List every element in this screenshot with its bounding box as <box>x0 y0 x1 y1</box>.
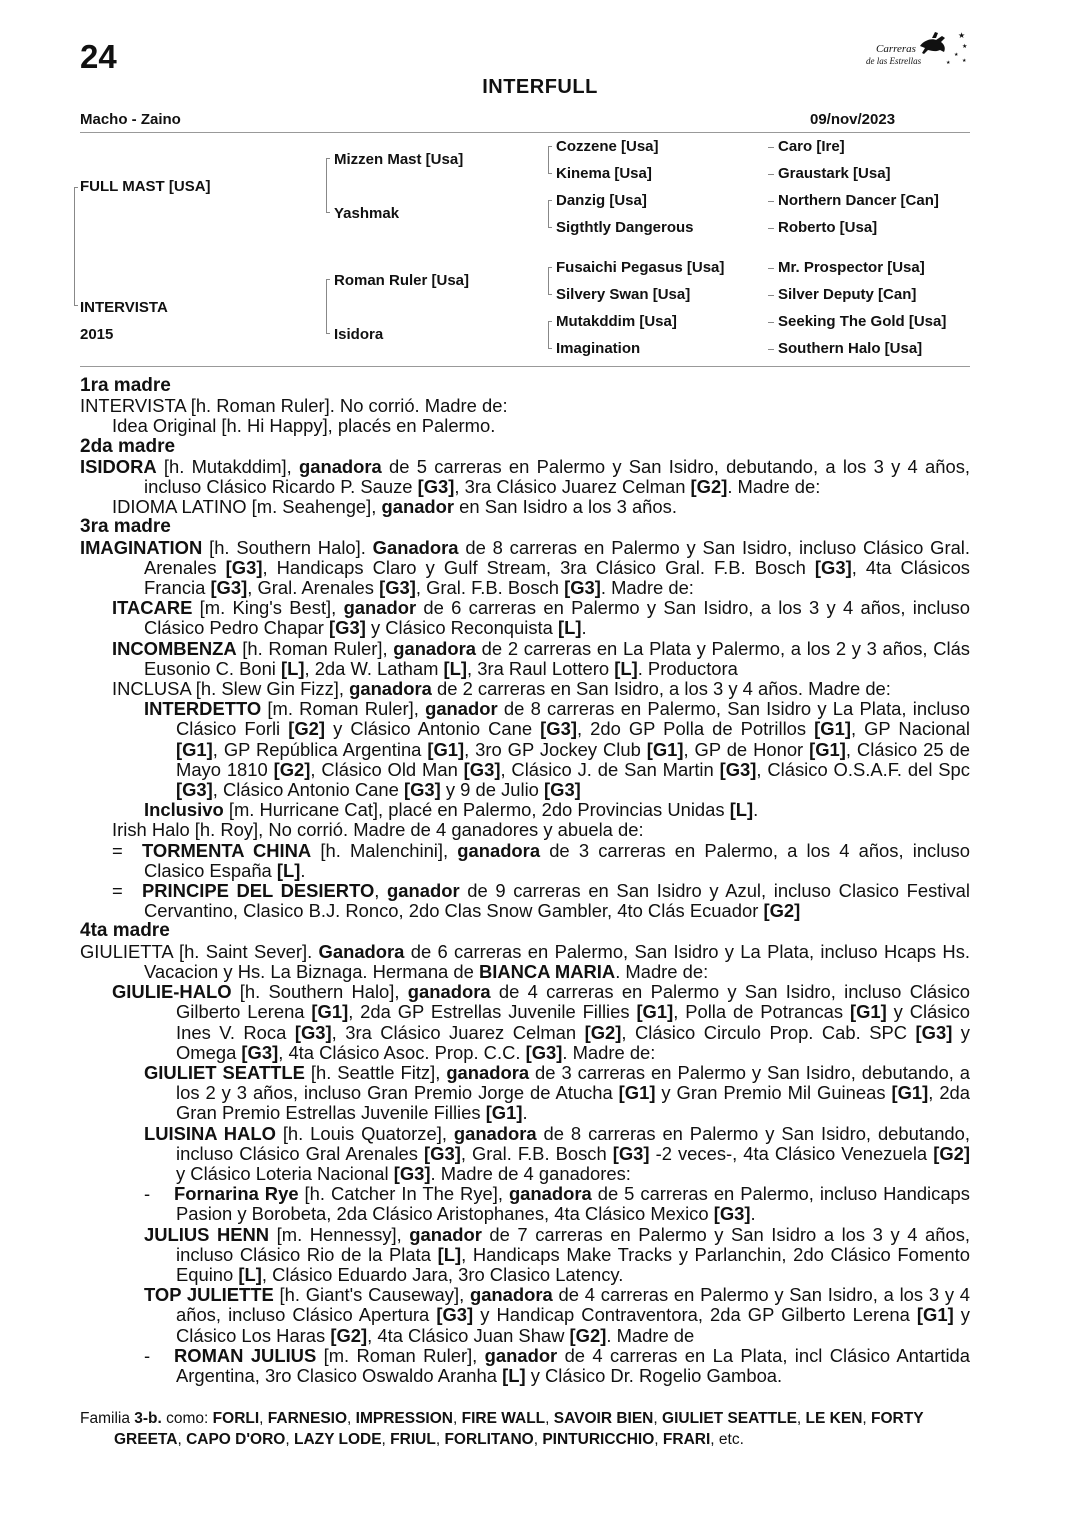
text-segment: de 4 carreras en Palermo y San Isidro, incluso Clásico Gilberto Lerena <box>176 981 970 1023</box>
text-segment: , Clásico Circulo Prop. Cab. SPC <box>621 1021 916 1043</box>
text-segment: [G3] <box>424 1142 461 1164</box>
notable-horse: GIULIET SEATTLE <box>662 1410 797 1427</box>
text-segment: [G3] <box>713 1203 751 1225</box>
text-segment: [m. Roman Ruler], <box>261 698 426 720</box>
text-segment: . Madre de <box>606 1324 695 1346</box>
text-segment: [G3] <box>612 1142 650 1164</box>
text-segment: , Clásico O.S.A.F. del Spc <box>756 758 970 780</box>
text-segment: ganadora <box>407 981 491 1003</box>
pedigree-sire-dam: Yashmak <box>334 205 400 222</box>
text-segment: [m. King's Best], <box>192 597 344 619</box>
text-segment: . Madre de: <box>727 476 821 498</box>
text-segment: de 4 carreras en La Plata, incl Clásico Antartida Argentina, 3ro Clasico Oswaldo Aranha <box>176 1344 970 1386</box>
text-segment: de 5 carreras en Palermo, incluso Handicaps Pasion y Borobeta, 2da Clásico Aristophanes, 4ta Clásico Mexico <box>176 1183 970 1225</box>
svg-text:de las Estrellas: de las Estrellas <box>866 56 922 66</box>
horse-rider-icon <box>862 26 972 74</box>
family-entry <box>80 538 970 599</box>
text-segment: 3ra madre <box>80 516 171 538</box>
text-segment: , Clásico 25 de Mayo 1810 <box>176 738 970 780</box>
pedigree-gen3-7: Mutakddim [Usa] <box>556 313 677 330</box>
text-segment: [L] <box>502 1364 526 1386</box>
text-segment: , 2da W. Latham <box>304 657 444 679</box>
family-entry <box>112 598 970 638</box>
text-segment: , GP Nacional <box>850 718 970 740</box>
text-segment: [G3] <box>393 1162 431 1184</box>
pedigree-gen4-3: Northern Dancer [Can] <box>778 192 939 209</box>
text-segment: , Clásico Eduardo Jara, 3ro Clasico Latency. <box>261 1263 624 1285</box>
text-segment: [G1] <box>646 738 684 760</box>
text-segment: [G1] <box>891 1082 929 1104</box>
text-segment: [h. Catcher In The Rye], <box>298 1183 509 1205</box>
svg-text:Carreras: Carreras <box>876 43 916 55</box>
text-segment: [G2] <box>584 1021 622 1043</box>
text-segment: [G2] <box>330 1324 368 1346</box>
svg-text:★: ★ <box>962 44 968 50</box>
text-segment: ganadora <box>349 678 432 700</box>
family-entry <box>112 982 970 1063</box>
text-segment: IMAGINATION <box>80 536 203 558</box>
sex-color: Macho - Zaino <box>80 111 181 128</box>
text-segment: de 4 carreras en Palermo y San Isidro, a los 3 y 4 años, incluso Clásico Apertura <box>176 1284 970 1326</box>
family-entry <box>144 800 970 820</box>
text-segment: de 3 carreras en Palermo y San Isidro, debutando, a los 2 y 3 años, incluso Gran Premio Jorge de Atucha <box>176 1061 971 1104</box>
text-segment: de 8 carreras en Palermo, San Isidro y La Plata, incluso Clásico Forli <box>176 698 970 740</box>
text-segment: ROMAN JULIUS <box>174 1344 317 1366</box>
header-divider <box>80 132 970 133</box>
text-segment: , Polla de Potrancas <box>673 1001 850 1023</box>
family-notes <box>80 376 970 1386</box>
text-segment: GIULIE-HALO <box>112 981 232 1003</box>
text-segment: , 3ro GP Jockey Club <box>464 738 647 760</box>
text-segment: [L] <box>729 799 754 821</box>
text-segment: , GP de Honor <box>683 738 810 760</box>
text-segment: , GP República Argentina <box>212 738 428 760</box>
text-segment: . Madre de: <box>600 577 694 599</box>
text-segment: y 9 de Julio <box>440 779 545 801</box>
pedigree-gen3-5: Fusaichi Pegasus [Usa] <box>556 259 725 276</box>
text-segment: , Handicaps Make Tracks y Parlanchin, 2do Clásico Fomento Equino <box>176 1243 970 1285</box>
notable-horse: FRARI <box>662 1431 711 1448</box>
text-segment: , 3ra Raul Lottero <box>467 657 615 679</box>
text-segment: ITACARE <box>112 597 193 619</box>
horse-name-title: INTERFULL <box>482 76 598 98</box>
text-segment: ganadora <box>469 1284 553 1306</box>
pedigree-sire-sire: Mizzen Mast [Usa] <box>334 151 464 168</box>
text-segment: [G3] <box>540 718 577 740</box>
text-segment: de 2 carreras en La Plata y Palermo, a los 2 y 3 años, Clás Eusonio C. Boni <box>144 637 970 679</box>
text-segment: [G3] <box>294 1021 332 1043</box>
text-segment: [G2] <box>933 1142 970 1164</box>
text-segment: [m. Hennessy], <box>269 1223 410 1245</box>
text-segment: [L] <box>238 1263 262 1285</box>
text-segment: [m. Roman Ruler], <box>316 1344 485 1366</box>
madre-heading <box>80 437 970 457</box>
text-segment: INCLUSA [h. Slew Gin Fizz], <box>112 678 350 700</box>
text-segment: . Madre de: <box>562 1041 656 1063</box>
text-segment: [G3] <box>564 577 601 599</box>
notable-horse: PINTURICCHIO <box>542 1431 655 1448</box>
family-como: como: <box>166 1410 209 1427</box>
madre-heading <box>80 517 970 537</box>
text-segment: y Omega <box>176 1021 971 1063</box>
text-segment: 4ta madre <box>80 920 170 942</box>
text-segment: JULIUS HENN <box>144 1223 270 1245</box>
text-segment: [h. Seattle Fitz], <box>304 1061 447 1083</box>
text-segment: , 3ra Clásico Juarez Celman <box>454 476 691 498</box>
pedigree-gen3-1: Cozzene [Usa] <box>556 138 659 155</box>
text-segment: ganadora <box>453 1122 537 1144</box>
text-segment: [h. Malenchini], <box>311 839 458 861</box>
madre-heading <box>80 921 970 941</box>
text-segment: BIANCA MARIA <box>478 960 616 982</box>
text-segment: [G2] <box>690 476 728 498</box>
text-segment: -2 veces-, 4ta Clásico Venezuela <box>649 1142 934 1164</box>
family-entry <box>144 1063 970 1124</box>
text-segment: , 3ra Clásico Juarez Celman <box>331 1021 585 1043</box>
text-segment: ganadora <box>393 637 477 659</box>
notable-horse: FRIUL <box>390 1431 436 1448</box>
text-segment: [h. Mutakddim], <box>156 455 299 477</box>
entry-marker: - <box>144 1344 151 1366</box>
text-segment: . Madre de: <box>615 960 709 982</box>
family-etc: etc. <box>718 1431 744 1448</box>
text-segment: , 2da GP Estrellas Juvenile Fillies <box>348 1001 637 1023</box>
notable-horse: FORLI <box>212 1410 260 1427</box>
text-segment: 1ra madre <box>80 375 171 396</box>
pedigree-gen4-7: Seeking The Gold [Usa] <box>778 313 947 330</box>
text-segment: ganadora <box>457 839 541 861</box>
text-segment: , Gral. F.B. Bosch <box>415 577 565 599</box>
text-segment: [L] <box>281 657 305 679</box>
pedigree-gen4-2: Graustark [Usa] <box>778 165 891 182</box>
pedigree-gen3-4: Sigthtly Dangerous <box>556 219 694 236</box>
carreras-de-las-estrellas-logo <box>862 26 972 74</box>
pedigree-sire: FULL MAST [USA] <box>80 178 211 195</box>
family-entry <box>112 416 970 436</box>
text-segment: y Clásico Dr. Rogelio Gamboa. <box>525 1364 783 1386</box>
family-entry <box>144 1346 970 1386</box>
svg-text:★: ★ <box>962 58 967 64</box>
pedigree-gen4-4: Roberto [Usa] <box>778 219 878 236</box>
text-segment: IDIOMA LATINO [m. Seahenge], <box>112 496 382 518</box>
text-segment: y Clásico Loteria Nacional <box>176 1162 394 1184</box>
text-segment: de 6 carreras en Palermo, San Isidro y La Plata, incluso Hcaps Hs. Vacacion y Hs. La Biznaga. Hermana de <box>144 940 971 982</box>
notable-horse: LE KEN <box>805 1410 863 1427</box>
notable-horse: FORLITANO <box>444 1431 534 1448</box>
text-segment: [m. Hurricane Cat], placé en Palermo, 2do Provincias Unidas <box>223 799 730 821</box>
text-segment: [G3] <box>525 1041 563 1063</box>
text-segment: [G3] <box>225 556 263 578</box>
text-segment: de 2 carreras en San Isidro, a los 3 y 4 años. Madre de: <box>431 678 891 700</box>
text-segment: . Madre de 4 ganadores: <box>430 1162 631 1184</box>
pedigree-dam-sire: Roman Ruler [Usa] <box>334 272 470 289</box>
pedigree-dam-dam: Isidora <box>334 326 384 343</box>
family-entry <box>144 1184 970 1224</box>
text-segment: , Handicaps Claro y Gulf Stream, 3ra Clásico Gral. F.B. Bosch <box>262 556 815 578</box>
text-segment: , 2da Gran Premio Estrellas Juvenile Fillies <box>176 1082 971 1124</box>
text-segment: , Clásico Old Man <box>310 758 464 780</box>
text-segment: , 2do GP Polla de Potrillos <box>576 718 815 740</box>
text-segment: Ganadora <box>318 940 405 962</box>
text-segment: . Productora <box>637 657 738 679</box>
notable-horse: FARNESIO <box>267 1410 348 1427</box>
entry-marker: - <box>144 1183 151 1205</box>
text-segment: [L] <box>276 859 301 881</box>
text-segment: [G3] <box>814 556 852 578</box>
text-segment: ganador <box>381 496 455 518</box>
text-segment: y Clásico Ines V. Roca <box>176 1001 970 1043</box>
text-segment: , Clásico Antonio Cane <box>212 779 404 801</box>
family-line <box>80 1408 970 1450</box>
text-segment: , 4ta Clásicos Francia <box>144 556 970 599</box>
text-segment: [G3] <box>403 779 441 801</box>
text-segment: TOP JULIETTE <box>144 1284 274 1306</box>
report-date: 09/nov/2023 <box>810 111 896 128</box>
family-entry <box>112 881 970 921</box>
family-entry <box>80 396 970 416</box>
madre-heading <box>80 376 970 396</box>
text-segment: ganadora <box>508 1183 592 1205</box>
text-segment: . <box>581 617 587 639</box>
text-segment: [G1] <box>849 1001 887 1023</box>
text-segment: [G2] <box>763 900 801 922</box>
pedigree-dam: INTERVISTA <box>80 299 168 316</box>
family-code: 3-b. <box>134 1410 162 1427</box>
text-segment: de 8 carreras en Palermo y San Isidro, debutando, incluso Clásico Gral Arenales <box>176 1122 970 1164</box>
family-entry <box>144 1225 970 1286</box>
text-segment: [h. Southern Halo], <box>231 981 408 1003</box>
pedigree-gen4-1: Caro [Ire] <box>778 138 845 155</box>
text-segment: y Handicap Contraventora, 2da GP Gilberto Lerena <box>473 1304 917 1326</box>
svg-text:★: ★ <box>946 60 951 66</box>
pedigree-gen4-8: Southern Halo [Usa] <box>778 340 923 357</box>
text-segment: ganador <box>484 1344 558 1366</box>
text-segment: [G2] <box>288 718 325 740</box>
text-segment: INTERDETTO <box>144 698 262 720</box>
family-entry <box>112 639 970 679</box>
text-segment: Irish Halo [h. Roy], No corrió. Madre de 4 ganadores y abuela de: <box>112 819 644 841</box>
text-segment: GIULIET SEATTLE <box>144 1061 305 1083</box>
pedigree-gen4-6: Silver Deputy [Can] <box>778 286 917 303</box>
text-segment: de 5 carreras en Palermo y San Isidro, debutando, a los 3 y 4 años, incluso Clásico Ricardo P. Sauze <box>144 455 970 498</box>
family-entry <box>80 457 970 497</box>
notable-horse: FIRE WALL <box>461 1410 546 1427</box>
family-entry <box>144 1285 970 1346</box>
text-segment: [G1] <box>814 718 851 740</box>
text-segment: de 3 carreras en Palermo, a los 4 años, incluso Clasico España <box>144 839 970 881</box>
pedigree-gen3-3: Danzig [Usa] <box>556 192 647 209</box>
text-segment: [G1] <box>427 738 465 760</box>
text-segment: ganadora <box>299 455 382 477</box>
text-segment: , Clásico J. de San Martin <box>500 758 720 780</box>
text-segment: [G1] <box>485 1102 523 1124</box>
text-segment: Ganadora <box>372 536 459 558</box>
text-segment: , Gral. F.B. Bosch <box>460 1142 613 1164</box>
text-segment: . <box>300 859 306 881</box>
svg-text:★: ★ <box>954 52 959 58</box>
page-number: 24 <box>80 38 117 75</box>
text-segment: [h. Giant's Causeway], <box>273 1284 470 1306</box>
text-segment: , 4ta Clásico Juan Shaw <box>367 1324 570 1346</box>
text-segment: [G1] <box>636 1001 674 1023</box>
text-segment: [G3] <box>210 577 248 599</box>
entry-marker: = <box>112 880 123 902</box>
text-segment: TORMENTA CHINA <box>142 839 312 861</box>
family-entry <box>144 699 970 800</box>
family-entry <box>112 820 970 840</box>
text-segment: [L] <box>614 657 638 679</box>
text-segment: LUISINA HALO <box>144 1122 276 1144</box>
pedigree-gen3-2: Kinema [Usa] <box>556 165 652 182</box>
text-segment: en San Isidro a los 3 años. <box>454 496 677 518</box>
text-segment: Inclusivo <box>144 799 224 821</box>
family-entry <box>112 497 970 517</box>
notable-horse: SAVOIR BIEN <box>553 1410 654 1427</box>
text-segment: y Clásico Reconquista <box>365 617 558 639</box>
text-segment: [h. Louis Quatorze], <box>275 1122 454 1144</box>
text-segment: [G3] <box>463 758 501 780</box>
text-segment: Idea Original [h. Hi Happy], placés en Palermo. <box>112 415 496 437</box>
notable-horse: LAZY LODE <box>293 1431 382 1448</box>
text-segment: PRINCIPE DEL DESIERTO <box>142 880 375 902</box>
text-segment: ISIDORA <box>80 455 157 477</box>
text-segment: [G3] <box>719 758 757 780</box>
family-entry <box>112 679 970 699</box>
text-segment: [G3] <box>544 779 581 801</box>
entry-marker: = <box>112 839 123 861</box>
text-segment: [G3] <box>241 1041 279 1063</box>
text-segment: , <box>374 880 388 902</box>
text-segment: [G3] <box>329 617 366 639</box>
text-segment: [G3] <box>915 1021 953 1043</box>
text-segment: de 7 carreras en Palermo y San Isidro a los 3 y 4 años, incluso Clásico Rio de la Plata <box>176 1223 970 1265</box>
text-segment: . <box>522 1102 528 1124</box>
text-segment: , Gral. Arenales <box>247 577 380 599</box>
text-segment: [h. Roman Ruler], <box>236 637 394 659</box>
family-footer <box>80 1408 970 1450</box>
text-segment: [G3] <box>436 1304 474 1326</box>
text-segment: y Clásico Antonio Cane <box>325 718 541 740</box>
family-entry <box>80 942 970 982</box>
text-segment: [G1] <box>311 1001 349 1023</box>
svg-text:★: ★ <box>958 31 966 40</box>
text-segment: INTERVISTA [h. Roman Ruler]. No corrió. Madre de: <box>80 395 508 417</box>
text-segment: ganador <box>409 1223 482 1245</box>
text-segment: ganador <box>387 880 460 902</box>
text-segment: Fornarina Rye <box>174 1183 299 1205</box>
text-segment: [L] <box>558 617 582 639</box>
family-entry <box>112 841 970 881</box>
notable-horse: IMPRESSION <box>355 1410 453 1427</box>
text-segment: ganador <box>425 698 498 720</box>
text-segment: [L] <box>443 657 467 679</box>
text-segment: 2da madre <box>80 435 176 457</box>
family-notable-horses: FORLI, FARNESIO, IMPRESSION, FIRE WALL, SAVOIR BIEN, GIULIET SEATTLE, LE KEN, FORTY GREETA, CAPO D'ORO, LAZY LODE, FRIUL, FORLITANO, PINTURICCHIO, FRARI, <box>114 1410 924 1448</box>
text-segment: [G3] <box>379 577 416 599</box>
text-segment: [G2] <box>273 758 311 780</box>
text-segment: ganadora <box>446 1061 530 1083</box>
text-segment: INCOMBENZA <box>112 637 237 659</box>
text-segment: y Gran Premio Mil Guineas <box>655 1082 892 1104</box>
pedigree-gen3-8: Imagination <box>556 340 641 357</box>
text-segment: [G3] <box>176 779 213 801</box>
text-segment: [G1] <box>176 738 213 760</box>
text-segment: y Clásico Los Haras <box>176 1304 970 1346</box>
text-segment: [G2] <box>569 1324 607 1346</box>
notable-horse: CAPO D'ORO <box>186 1431 286 1448</box>
text-segment: de 9 carreras en San Isidro y Azul, incluso Clasico Festival Cervantino, Clasico B.J. Ronco, 2do Clas Snow Gambler, 4to Clás Ecuador <box>144 880 970 922</box>
pedigree-divider <box>80 366 970 367</box>
text-segment: [G1] <box>809 738 846 760</box>
pedigree-gen4-5: Mr. Prospector [Usa] <box>778 259 925 276</box>
text-segment: . <box>753 799 759 821</box>
text-segment: [G3] <box>417 476 455 498</box>
text-segment: [h. Southern Halo]. <box>202 536 373 558</box>
pedigree-dam-year: 2015 <box>80 326 114 343</box>
text-segment: de 8 carreras en Palermo y San Isidro, incluso Clásico Gral. Arenales <box>144 536 970 578</box>
text-segment: de 6 carreras en Palermo y San Isidro, a los 3 y 4 años, incluso Clásico Pedro Chapar <box>144 597 970 639</box>
family-label: Familia <box>80 1410 130 1427</box>
family-entry <box>144 1124 970 1185</box>
text-segment: [L] <box>437 1243 462 1265</box>
text-segment: [G1] <box>618 1082 656 1104</box>
text-segment: [G1] <box>916 1304 954 1326</box>
text-segment: , 4ta Clásico Asoc. Prop. C.C. <box>278 1041 526 1063</box>
text-segment: ganador <box>343 597 417 619</box>
pedigree-gen3-6: Silvery Swan [Usa] <box>556 286 691 303</box>
text-segment: . <box>750 1203 756 1225</box>
text-segment: GIULIETTA [h. Saint Sever]. <box>80 940 319 962</box>
notable-horse: FORTY GREETA <box>114 1410 924 1448</box>
